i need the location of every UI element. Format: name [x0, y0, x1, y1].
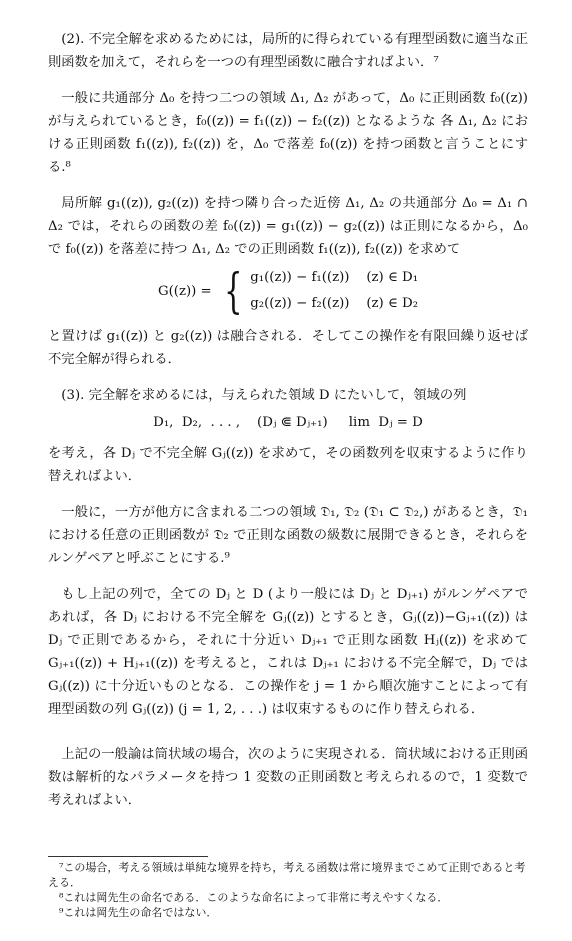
- paragraph-convergence: もし上記の列で，全ての Dⱼ と D (より一般には Dⱼ と Dⱼ₊₁) がルンゲペアであれば，各 Dⱼ における不完全解を Gⱼ((z)) とするとき，Gⱼ((z))−Gⱼ₊₁((z)) は Dⱼ で正則であるから，それに十分近い Dⱼ₊₁ で正則な函数 Hⱼ((z)) を求めて Gⱼ₊₁((z)) + Hⱼ₊₁((z)) を考えると，これは Dⱼ₊₁ における不完全解で，Dⱼ では Gⱼ((z)) に十分近いものとなる．この操作を j = 1 から順次施すことによって有理型函数の列 Gⱼ((z)) (j = 1, 2, . . .) は収束するものに作り替えられる．: [48, 587, 528, 717]
- paragraph-3-intro: (3). 完全解を求めるには，与えられた領域 D にたいして，領域の列: [61, 388, 467, 403]
- footnote-9: ⁹これは岡先生の命名ではない．: [59, 906, 218, 919]
- equation-G-row-1: g₁((z)) − f₁((z)) (z) ∈ D₁: [250, 270, 419, 285]
- footnote-7: ⁷この場合，考える領域は単純な境界を持ち，考える函数は常に境界までこめて正則であると考える．: [48, 861, 526, 889]
- paragraph-runge-pair: 一般に，一方が他方に含まれる二つの領域 𝔇₁, 𝔇₂ (𝔇₁ ⊂ 𝔇₂,) があるとき，𝔇₁ における任意の正則函数が 𝔇₂ で正則な函数の級数に展開できるとき，それらをルンゲペアと呼ぶことにする.⁹: [48, 505, 528, 566]
- footnote-rule: [48, 856, 208, 857]
- equation-sequence: D₁, D₂, . . . , (Dⱼ ⋐ Dⱼ₊₁) lim Dⱼ = D: [153, 415, 423, 430]
- paragraph-local-solution: 局所解 g₁((z)), g₂((z)) を持つ隣り合った近傍 Δ₁, Δ₂ の共通部分 Δ₀ = Δ₁ ∩ Δ₂ では，それらの函数の差 f₀((z)) = g₁((z)) − g₂((z)) は正則になるから，Δ₀ で f₀((z)) を落差に持つ Δ₁, Δ₂ での正則函数 f₁((z)), f₂((z)) を求めて: [48, 196, 528, 257]
- paragraph-sequence: を考え，各 Dⱼ で不完全解 Gⱼ((z)) を求めて，その函数列を収束するように作り替えればよい．: [48, 446, 528, 484]
- paragraph-tube-domain: 上記の一般論は筒状域の場合，次のように実現される．筒状域における正則函数は解析的なパラメータを持つ 1 変数の正則函数と考えられるので，1 変数で考えればよい．: [48, 747, 528, 808]
- footnote-8: ⁸これは岡先生の命名である．このような命名によって非常に考えやすくなる．: [59, 891, 449, 904]
- paragraph-definition: 一般に共通部分 Δ₀ を持つ二つの領域 Δ₁, Δ₂ があって，Δ₀ に正則函数 f₀((z)) が与えられているとき，f₀((z)) = f₁((z)) − f₂((z)) となるような 各 Δ₁, Δ₂ における正則函数 f₁((z)), f₂((z)) を，Δ₀ で落差 f₀((z)) を持つ函数と言うことにする.⁸: [48, 91, 528, 175]
- paragraph-2-intro: (2). 不完全解を求めるためには，局所的に得られている有理型函数に適当な正則函数を加えて，それらを一つの有理型函数に融合すればよい．⁷: [48, 32, 528, 70]
- paragraph-fusion: と置けば g₁((z)) と g₂((z)) は融合される．そしてこの操作を有限回繰り返せば不完全解が得られる．: [48, 329, 528, 367]
- footnotes: [48, 860, 528, 920]
- equation-G-row-2: g₂((z)) − f₂((z)) (z) ∈ D₂: [250, 296, 419, 311]
- brace-glyph: {: [223, 263, 243, 319]
- equation-G-lhs: G((z)) =: [157, 283, 212, 299]
- equation-G: [48, 265, 528, 317]
